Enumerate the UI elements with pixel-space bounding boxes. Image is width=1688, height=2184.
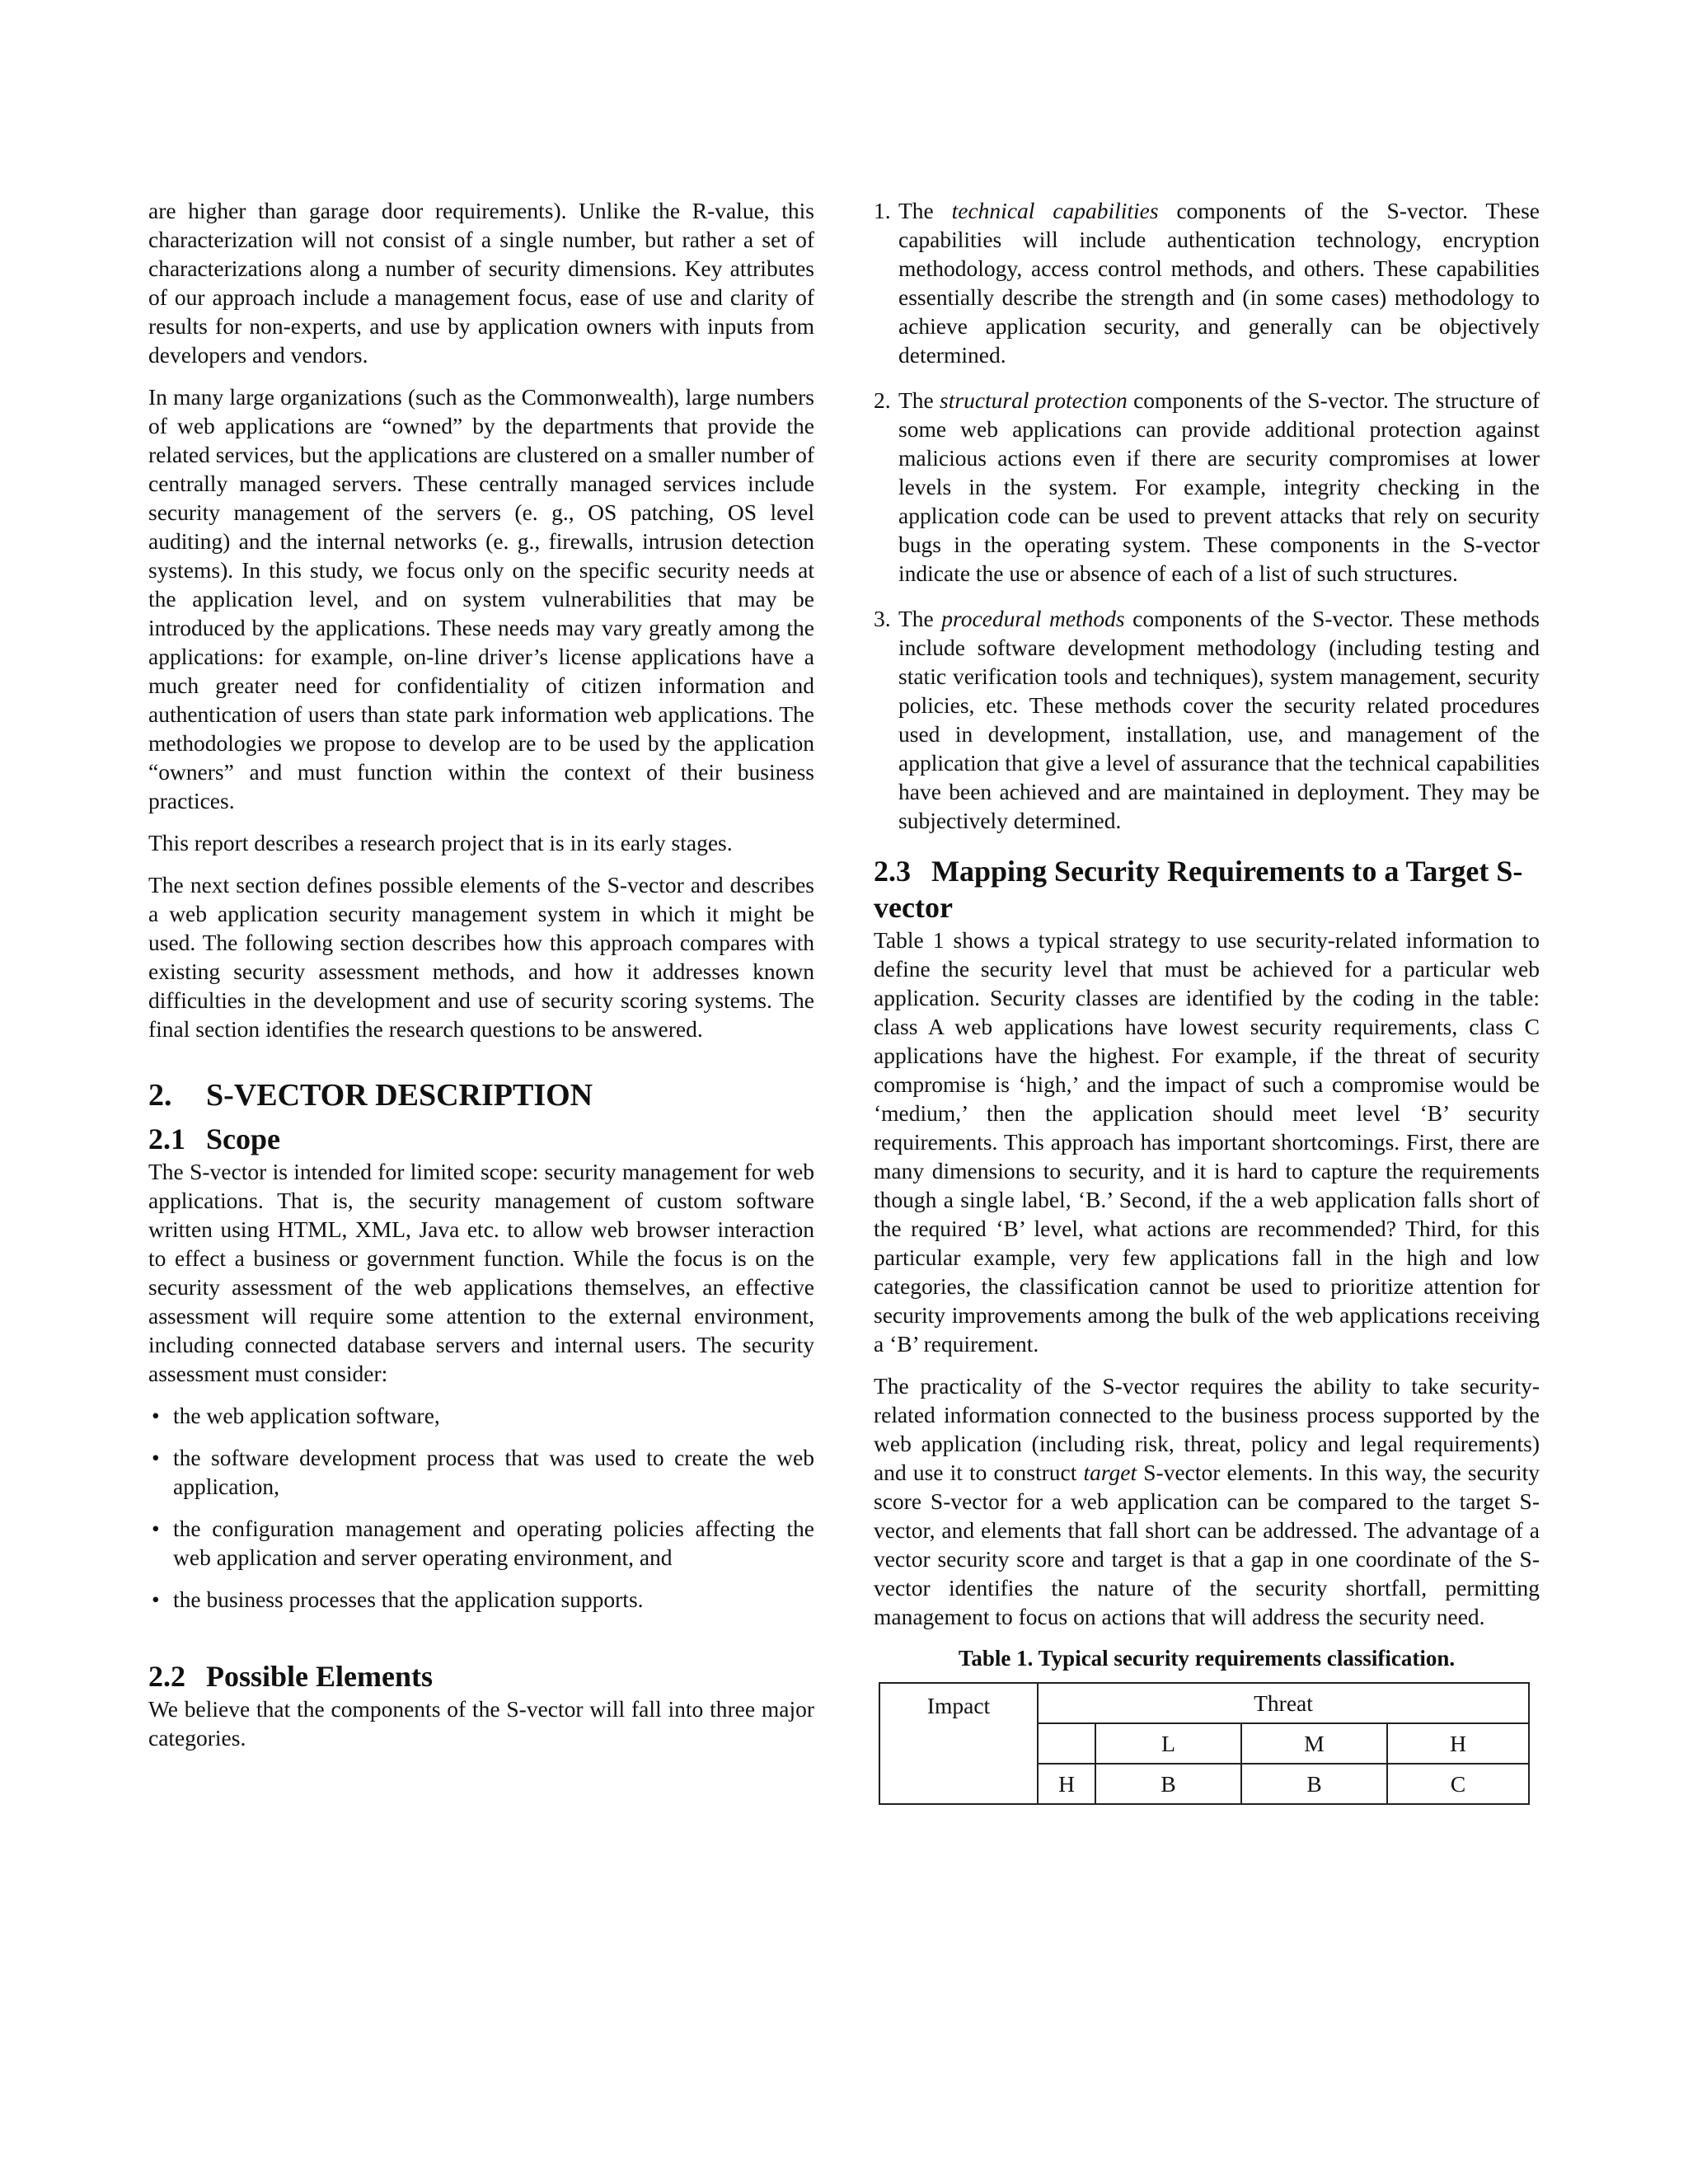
impact-level-cell: H (1038, 1764, 1095, 1804)
item-text: The (898, 387, 940, 413)
threat-level-cell: L (1095, 1723, 1241, 1764)
bullet-text: the configuration management and operating policies affecting the web application and server operating environment, and (173, 1516, 814, 1570)
subsection-title: Scope (206, 1122, 280, 1155)
paragraph-text: S-vector elements. In this way, the security score S-vector for a web application can be compared to the target S-vector, and elements that fall short can be addressed. The advantage of a vector security score and target is that a gap in one coordinate of the S-vector identifies the nature of the security shortfall, permitting management to focus on actions that will address the security need. (874, 1460, 1540, 1629)
section-number: 2. (148, 1078, 172, 1113)
requirements-table (879, 1682, 1530, 1805)
item-text: components of the S-vector. The structure of some web applications can provide additional protection against malicious actions even if there are security compromises at lower levels in the system. For example, integrity checking in the application code can be used to prevent attacks that rely on security bugs in the operating system. These components in the S-vector indicate the use or absence of each of a list of such structures. (898, 387, 1540, 586)
practicality-paragraph (874, 1371, 1540, 1631)
item-text: components of the S-vector. These capabilities will include authentication technology, encryption methodology, access control methods, and others. These capabilities essentially describe the strength and (in some cases) methodology to achieve application security, and generally can be objectively determined. (898, 198, 1540, 368)
bullet-dot-icon: • (152, 1586, 160, 1612)
bullet-dot-icon: • (152, 1445, 160, 1470)
category-item-structural (874, 386, 1540, 588)
impact-label: Impact (926, 1693, 991, 1718)
list-number: 3. (874, 606, 891, 631)
category-item-procedural (874, 604, 1540, 835)
subsection-heading-mapping (874, 853, 1540, 926)
threat-level-cell: H (1387, 1723, 1529, 1764)
subsection-number: 2.2 (148, 1660, 185, 1693)
subsection-heading-possible-elements (148, 1658, 814, 1694)
item-term: procedural methods (941, 606, 1125, 631)
subsection-number: 2.3 (874, 855, 911, 888)
section-heading-s-vector (148, 1076, 814, 1114)
left-column (148, 196, 814, 1765)
mapping-paragraph: Table 1 shows a typical strategy to use security-related information to define the security level that must be achieved for a particular web application. Security classes are identified by the coding in the table: class A web applications have lowest security requirements, class C applications have the highest. For example, if the threat of security compromise is ‘high,’ and the impact of such a compromise would be ‘medium,’ then the application should meet level ‘B’ security requirements. This approach has important shortcomings. First, there are many dimensions to security, and it is hard to capture the requirements though a single label, ‘B.’ Second, if the a web application falls short of the required ‘B’ level, what actions are recommended? Third, for this particular example, very few applications fall in the high and low categories, the classification cannot be used to prioritize attention for security improvements among the bulk of the web applications receiving a ‘B’ requirement. (874, 927, 1540, 1357)
right-column (874, 196, 1540, 1805)
category-list (874, 196, 1540, 835)
bullet-text: the software development process that was used to create the web application, (173, 1445, 814, 1499)
scope-bullet-list (148, 1401, 814, 1614)
bullet-item (148, 1401, 814, 1430)
subsection-heading-scope (148, 1121, 814, 1157)
category-item-technical (874, 196, 1540, 369)
subsection-title: Mapping Security Requirements to a Target S-vector (874, 855, 1523, 924)
paragraph-text: The practicality of the S-vector requires the ability to take security-related information connected to the business process supported by the web application (including risk, threat, policy and legal requirements) and use it to construct (874, 1373, 1540, 1485)
item-term: technical capabilities (951, 198, 1159, 223)
impact-label-cell (879, 1683, 1038, 1804)
table-cell: B (1241, 1764, 1387, 1804)
subsection-number: 2.1 (148, 1122, 185, 1155)
threat-header-cell: Threat (1038, 1683, 1529, 1723)
item-text: components of the S-vector. These methods include software development methodology (including testing and static verification tools and techniques), system management, security policies, etc. These methods cover the security related procedures used in development, installation, use, and management of the application that give a level of assurance that the technical capabilities have been achieved and are maintained in deployment. They may be subjectively determined. (898, 606, 1540, 833)
table-caption: Table 1. Typical security requirements classification. (958, 1646, 1456, 1671)
bullet-item (148, 1514, 814, 1572)
section-title: S-VECTOR DESCRIPTION (206, 1078, 593, 1113)
bullet-item (148, 1585, 814, 1614)
scope-paragraph: The S-vector is intended for limited scope: security management for web applications. That is, the security management of custom software written using HTML, XML, Java etc. to allow web browser interaction to effect a business or government function. While the focus is on the security assessment of the web applications themselves, an effective assessment will require some attention to the external environment, including connected database servers and internal users. The security assessment must consider: (148, 1159, 814, 1386)
emphasized-term: target (1083, 1460, 1137, 1485)
intro-paragraph-1: are higher than garage door requirements). Unlike the R-value, this characterization will not consist of a single number, but rather a set of characterizations along a number of security dimensions. Key attributes of our approach include a management focus, ease of use and clarity of results for non-experts, and use by application owners with inputs from developers and vendors. (148, 198, 814, 368)
intro-paragraph-4: The next section defines possible elements of the S-vector and describes a web application security management system in which it might be used. The following section describes how this approach compares with existing security assessment methods, and how it addresses known difficulties in the development and use of security scoring systems. The final section identifies the research questions to be answered. (148, 872, 814, 1042)
bullet-dot-icon: • (152, 1403, 160, 1428)
possible-elements-paragraph: We believe that the components of the S-vector will fall into three major categories. (148, 1696, 814, 1750)
bullet-item (148, 1443, 814, 1501)
table-cell: C (1387, 1764, 1529, 1804)
item-term: structural protection (940, 387, 1128, 413)
table-row (879, 1683, 1529, 1723)
threat-level-cell: M (1241, 1723, 1387, 1764)
bullet-text: the business processes that the application supports. (173, 1586, 644, 1612)
table-cell: B (1095, 1764, 1241, 1804)
list-number: 2. (874, 387, 891, 413)
intro-paragraph-3: This report describes a research project that is in its early stages. (148, 830, 733, 855)
item-text: The (898, 606, 942, 631)
bullet-dot-icon: • (152, 1516, 160, 1541)
table-cell (1038, 1723, 1095, 1764)
bullet-text: the web application software, (173, 1403, 440, 1428)
subsection-title: Possible Elements (206, 1660, 433, 1693)
list-number: 1. (874, 198, 891, 223)
intro-paragraph-2: In many large organizations (such as the Commonwealth), large numbers of web applications are “owned” by the departments that provide the related services, but the applications are clustered on a smaller number of centrally managed servers. These centrally managed services include security management of the servers (e. g., OS patching, OS level auditing) and the internal networks (e. g., firewalls, intrusion detection systems). In this study, we focus only on the specific security needs at the application level, and on system vulnerabilities that may be introduced by the applications. These needs may vary greatly among the applications: for example, on-line driver’s license applications have a much greater need for confidentiality of citizen information and authentication of users than state park information web applications. The methodologies we propose to develop are to be used by the application “owners” and must function within the context of their business practices. (148, 384, 814, 813)
item-text: The (898, 198, 952, 223)
